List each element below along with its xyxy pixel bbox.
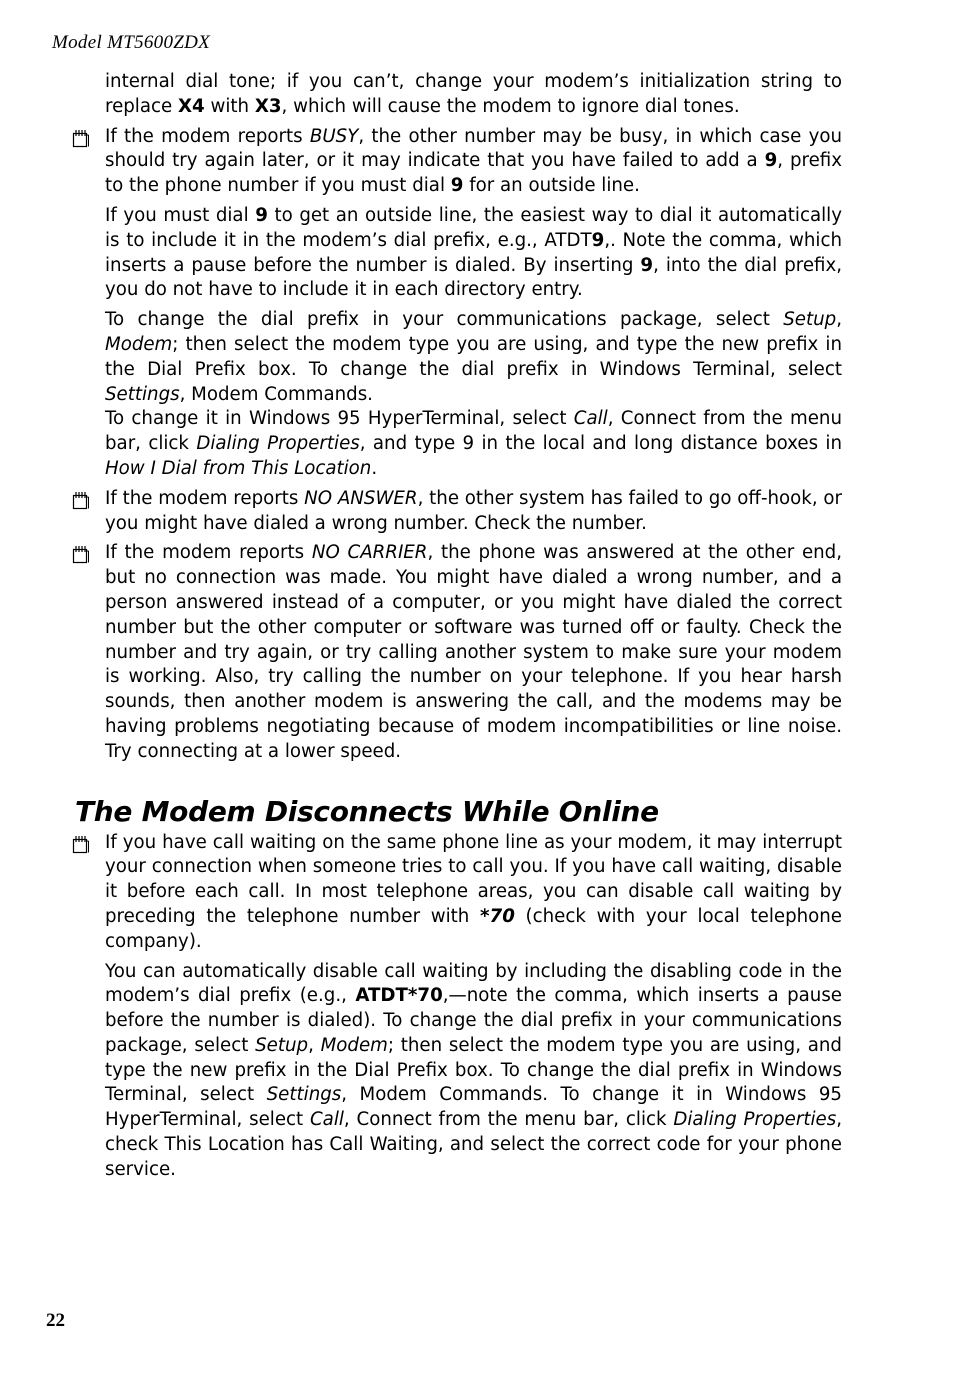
note-pad-icon — [72, 491, 90, 510]
body-text — [75, 70, 843, 1188]
bullet-busy: If the modem reports BUSY, the other number may be busy, in which case you should try again later, or it may indicate that you have failed to add a 9, prefix to the phone number if you must dial 9 for an outside line. — [105, 125, 842, 199]
paragraph-disable-call-waiting: You can automatically disable call waiting by including the disabling code in the modem’s dial prefix (e.g., ATDT*70,—note the comma, which inserts a pause before the number is dialed). To change the dial prefix in your communications package, select Setup, Modem; then select the modem type you are using, and type the new prefix in the Dial Prefix box. To change the dial prefix in Windows Terminal, select Settings, Modem Commands. To change it in Windows 95 HyperTerminal, select Call, Connect from the menu bar, click Dialing Properties, check This Location has Call Waiting, and select the correct code for your phone service. — [105, 960, 842, 1180]
section-heading: The Modem Disconnects While Online — [75, 794, 659, 828]
bullet-no-answer: If the modem reports NO ANSWER, the other system has failed to go off-hook, or you might have dialed a wrong number. Check the number. — [105, 487, 842, 537]
note-pad-icon — [72, 835, 90, 854]
running-head: Model MT5600ZDX — [52, 32, 211, 53]
paragraph-change-prefix: To change the dial prefix in your communications package, select Setup, Modem; then select the modem type you are using, and type the new prefix in the Dial Prefix box. To change the dial prefix in Windows Terminal, select Settings, Modem Commands. — [105, 309, 842, 405]
bullet-no-carrier: If the modem reports NO CARRIER, the phone was answered at the other end, but no connection was made. You might have dialed a wrong number, and a person answered instead of a computer, or you might have dialed the correct number but the other computer or software was turned off or faulty. Check the number and try again, or try calling another system to make sure your modem is working. Also, try calling the number on your telephone. If you hear harsh sounds, then another modem is answering the call, and the modems may be having problems negotiating because of modem incompatibilities or line noise. Try connecting at a lower speed. — [105, 541, 842, 764]
note-pad-icon — [72, 545, 90, 564]
note-pad-icon — [72, 129, 90, 148]
paragraph-hyperterminal: To change it in Windows 95 HyperTerminal, select Call, Connect from the menu bar, click Dialing Properties, and type 9 in the local and long distance boxes in How I Dial from This Location. — [105, 408, 843, 479]
paragraph-dial-nine: If you must dial 9 to get an outside line, the easiest way to dial it automatically is to include it in the modem’s dial prefix, e.g., ATDT9,. Note the comma, which inserts a pause before the number is dialed. By inserting 9, into the dial prefix, you do not have to include it in each directory entry. — [105, 204, 843, 301]
paragraph-dial-tone: internal dial tone; if you can’t, change your modem’s initialization string to replace X4 with X3, which will cause the modem to ignore dial tones. — [105, 71, 842, 117]
bullet-call-waiting: If you have call waiting on the same phone line as your modem, it may interrupt your connection when someone tries to call you. If you have call waiting, disable it before each call. In most telephone areas, you can disable call waiting by preceding the telephone number with *70 (check with your local telephone company). — [105, 831, 842, 955]
page-number: 22 — [46, 1310, 65, 1331]
